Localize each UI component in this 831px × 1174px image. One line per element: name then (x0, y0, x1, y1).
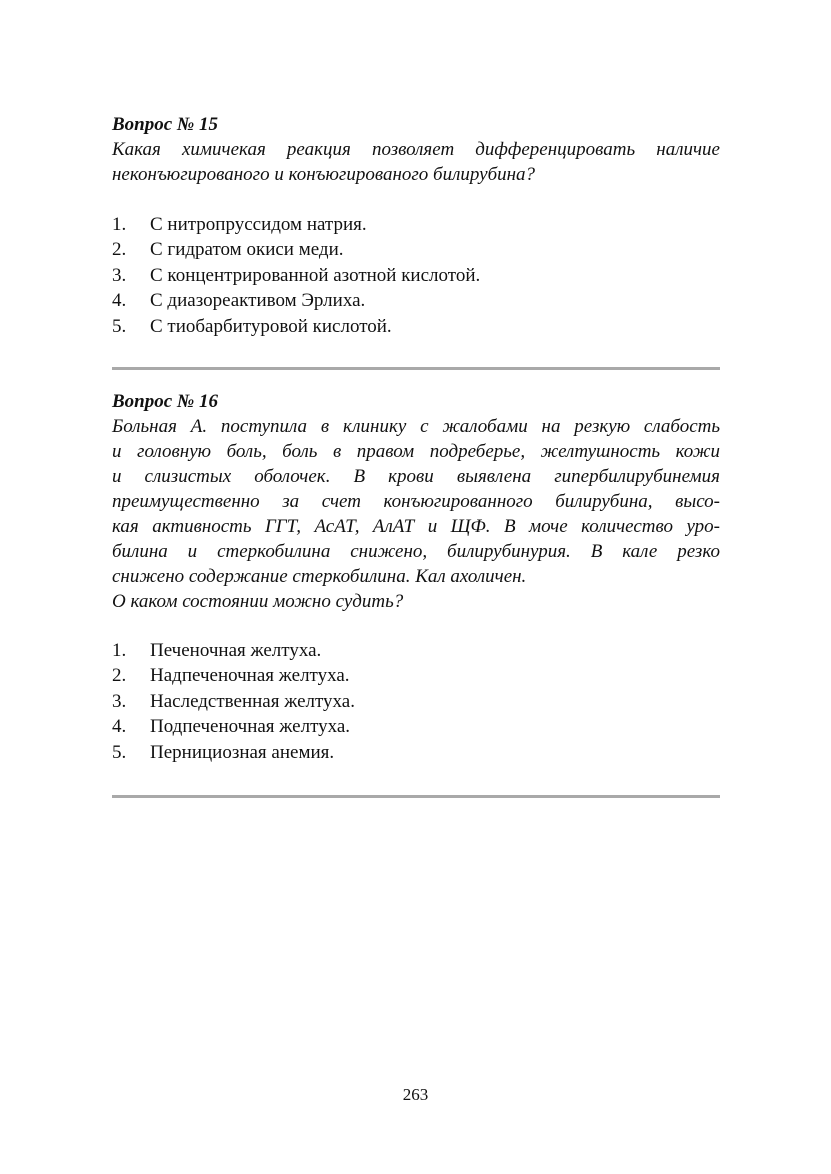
question-text-line: билина и стеркобилина снижено, билирубинурия. В кале резко (112, 541, 720, 563)
option-number: 3. (112, 264, 127, 286)
question-15 (112, 112, 720, 339)
answer-option (112, 740, 720, 765)
question-16 (112, 389, 720, 765)
question-text (112, 137, 720, 187)
answer-option (112, 638, 720, 663)
question-text-line: Какая химичекая реакция позволяет дифференцировать наличие (112, 139, 720, 160)
option-text: Подпеченочная желтуха. (150, 716, 351, 738)
option-number: 3. (112, 690, 127, 712)
section-divider (112, 795, 720, 798)
answer-options (112, 212, 720, 339)
option-number: 5. (112, 741, 127, 763)
option-text: Пернициозная анемия. (150, 741, 335, 763)
question-text-line: кая активность ГГТ, АсАТ, АлАТ и ЩФ. В моче количество уро- (112, 516, 720, 538)
question-title: Вопрос № 15 (112, 114, 219, 135)
question-text-line: снижено содержание стеркобилина. Кал ахоличен. (112, 566, 527, 588)
question-text-line: неконъюгированого и конъюгированого билирубина? (112, 164, 536, 185)
question-text-line: и слизистых оболочек. В крови выявлена гипербилирубинемия (112, 466, 720, 488)
option-number: 4. (112, 716, 127, 738)
option-text: С гидратом окиси меди. (150, 239, 344, 261)
question-text-line: преимущественно за счет конъюгированного билирубина, высо- (112, 491, 720, 513)
option-text: С диазореактивом Эрлиха. (150, 290, 366, 312)
option-number: 5. (112, 315, 127, 337)
option-number: 1. (112, 214, 127, 235)
section-divider (112, 367, 720, 370)
answer-option (112, 689, 720, 714)
question-title: Вопрос № 16 (112, 391, 219, 413)
option-text: Надпеченочная желтуха. (150, 665, 350, 687)
answer-option (112, 212, 720, 237)
option-number: 2. (112, 665, 127, 687)
answer-option (112, 263, 720, 288)
page-number: 263 (402, 1085, 429, 1104)
question-text-line: О каком состоянии можно судить? (112, 591, 404, 613)
option-text: С концентрированной азотной кислотой. (150, 264, 481, 286)
question-text-line: Больная А. поступила в клинику с жалобами на резкую слабость (112, 416, 720, 438)
option-number: 4. (112, 290, 127, 312)
question-text (112, 414, 720, 614)
page-content (112, 112, 720, 798)
option-text: Печеночная желтуха. (150, 640, 322, 662)
answer-option (112, 237, 720, 262)
answer-option (112, 663, 720, 688)
answer-option (112, 314, 720, 339)
option-number: 1. (112, 640, 127, 662)
answer-option (112, 714, 720, 739)
option-number: 2. (112, 239, 127, 261)
answer-option (112, 288, 720, 313)
option-text: С нитропруссидом натрия. (150, 214, 367, 235)
question-text-line: и головную боль, боль в правом подреберье, желтушность кожи (112, 441, 720, 463)
answer-options (112, 638, 720, 765)
option-text: Наследственная желтуха. (150, 690, 355, 712)
option-text: С тиобарбитуровой кислотой. (150, 315, 392, 337)
